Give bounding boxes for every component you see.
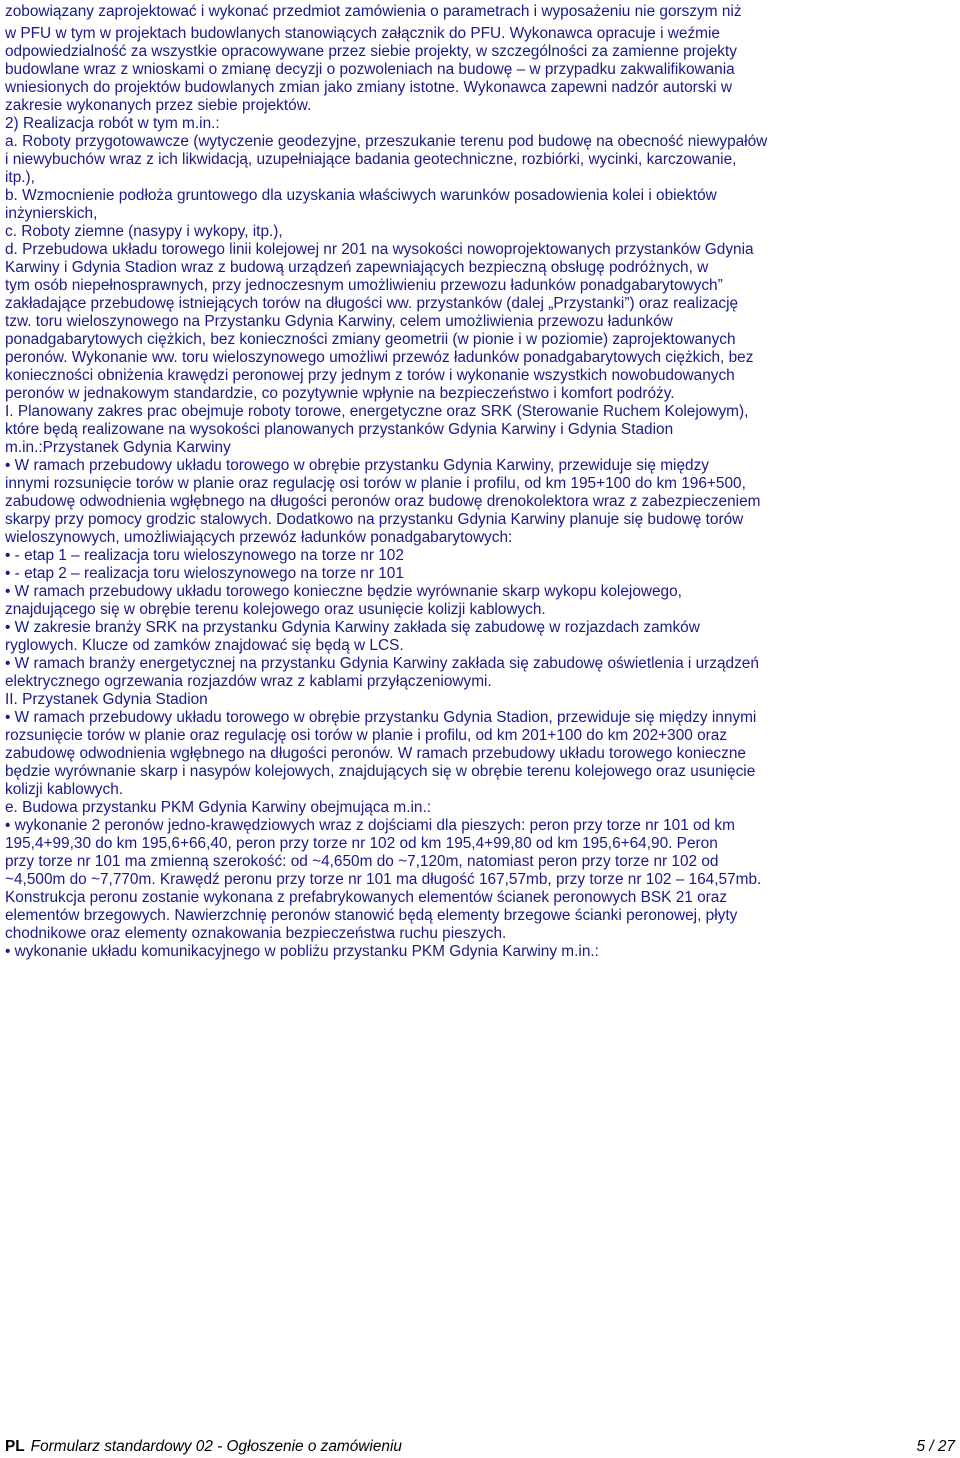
text-line: elementów brzegowych. Nawierzchnię peronów stanowić będą elementy brzegowe ścianki peronowej, płyty — [5, 907, 738, 924]
text-line: ponadgabarytowych ciężkich, bez konieczności zmiany geometrii (w pionie i w poziomie) zaprojektowanych — [5, 331, 736, 348]
text-line: • W ramach przebudowy układu torowego w obrębie przystanku Gdynia Stadion, przewiduje się między innymi — [5, 709, 757, 726]
text-line: m.in.:Przystanek Gdynia Karwiny — [5, 439, 231, 456]
text-line: • wykonanie układu komunikacyjnego w pobliżu przystanku PKM Gdynia Karwiny m.in.: — [5, 943, 599, 960]
text-line: Karwiny i Gdynia Stadion wraz z budową urządzeń zapewniających bezpieczną obsługę podróżnych, w — [5, 259, 709, 276]
text-line: które będą realizowane na wysokości planowanych przystanków Gdynia Karwiny i Gdynia Stadion — [5, 421, 674, 438]
text-line: chodnikowe oraz elementy oznakowania bezpieczeństwa ruchu pieszych. — [5, 925, 507, 942]
text-line: • W ramach branży energetycznej na przystanku Gdynia Karwiny zakłada się zabudowę oświetlenia i urządzeń — [5, 655, 759, 672]
text-line: zakresie wykonanych przez siebie projektów. — [5, 97, 312, 114]
text-line: przy torze nr 101 ma zmienną szerokość: od ~4,650m do ~7,120m, natomiast peron przy torze nr 102 od — [5, 853, 719, 870]
text-line: peronów w jednakowym standardzie, co pozytywnie wpłynie na bezpieczeństwo i komfort podróży. — [5, 385, 675, 402]
text-line: innymi rozsunięcie torów w planie oraz regulację osi torów w planie i profilu, od km 195+100 do km 196+500, — [5, 475, 746, 492]
text-line: ~4,500m do ~7,770m. Krawędź peronu przy torze nr 101 ma długość 167,57mb, przy torze nr 102 – 164,57mb. — [5, 871, 762, 888]
text-line: • W ramach przebudowy układu torowego w obrębie przystanku Gdynia Karwiny, przewiduje się między — [5, 457, 709, 474]
text-line: 195,4+99,30 do km 195,6+66,40, peron przy torze nr 102 od km 195,4+99,80 od km 195,6+64,90. Peron — [5, 835, 718, 852]
text-line: konieczności obniżenia krawędzi peronowej przy jednym z torów i wykonanie wszystkich nowobudowanych — [5, 367, 735, 384]
text-line: e. Budowa przystanku PKM Gdynia Karwiny obejmująca m.in.: — [5, 799, 432, 816]
text-line: itp.), — [5, 169, 35, 186]
text-line: peronów. Wykonanie ww. toru wieloszynowego umożliwi przewóz ładunków ponadgabarytowych ciężkich, bez — [5, 349, 754, 366]
text-line: b. Wzmocnienie podłoża gruntowego dla uzyskania właściwych warunków posadowienia kolei i obiektów — [5, 187, 717, 204]
text-line: inżynierskich, — [5, 205, 98, 222]
form-name: Formularz standardowy 02 - Ogłoszenie o zamówieniu — [30, 1438, 402, 1455]
text-line: znajdującego się w obrębie terenu kolejowego oraz usunięcie kolizji kablowych. — [5, 601, 546, 618]
text-line: będzie wyrównanie skarp i nasypów kolejowych, znajdujących się w obrębie terenu kolejowego oraz usunięcie — [5, 763, 756, 780]
text-line: I. Planowany zakres prac obejmuje roboty torowe, energetyczne oraz SRK (Sterowanie Ruchem Kolejowym), — [5, 403, 749, 420]
text-line: odpowiedzialność za wszystkie opracowywane przez siebie projekty, w szczególności za zamienne projekty — [5, 43, 737, 60]
text-line: 2) Realizacja robót w tym m.in.: — [5, 115, 220, 132]
text-line: tzw. toru wieloszynowego na Przystanku Gdynia Karwiny, celem umożliwienia przewozu ładunków — [5, 313, 673, 330]
text-line: • - etap 1 – realizacja toru wieloszynowego na torze nr 102 — [5, 547, 404, 564]
text-line: kolizji kablowych. — [5, 781, 124, 798]
text-line: budowlane wraz z wnioskami o zmianę decyzji o pozwoleniach na budowę – w przypadku zakwalifikowania — [5, 61, 735, 78]
text-line: Konstrukcja peronu zostanie wykonana z prefabrykowanych elementów ścianek peronowych BSK 21 oraz — [5, 889, 728, 906]
language-code: PL — [5, 1438, 25, 1455]
text-line: rozsunięcie torów w planie oraz regulację osi torów w planie i profilu, od km 201+100 do km 202+300 oraz — [5, 727, 728, 744]
text-line: zabudowę odwodnienia wgłębnego na długości peronów. W ramach przebudowy układu torowego konieczne — [5, 745, 746, 762]
text-line: w PFU w tym w projektach budowlanych stanowiących załącznik do PFU. Wykonawca opracuje i weźmie — [5, 25, 720, 42]
text-line: • - etap 2 – realizacja toru wieloszynowego na torze nr 101 — [5, 565, 404, 582]
page-footer — [5, 1438, 955, 1456]
text-line: wniesionych do projektów budowlanych zmian jako zmiany istotne. Wykonawca zapewni nadzór autorski w — [5, 79, 732, 96]
text-line: II. Przystanek Gdynia Stadion — [5, 691, 208, 708]
text-line: zabudowę odwodnienia wgłębnego na długości peronów oraz budowę drenokolektora wraz z zabezpieczeniem — [5, 493, 761, 510]
text-line: elektrycznego ogrzewania rozjazdów wraz z kablami przyłączeniowymi. — [5, 673, 492, 690]
text-line: wieloszynowych, umożliwiających przewóz ładunków ponadgabarytowych: — [5, 529, 513, 546]
document-body — [5, 0, 957, 961]
page-number: 5 / 27 — [916, 1438, 955, 1455]
text-line: c. Roboty ziemne (nasypy i wykopy, itp.), — [5, 223, 283, 240]
text-line: tym osób niepełnosprawnych, przy jednoczesnym umożliwieniu przewozu ładunków ponadgabarytowych” — [5, 277, 723, 294]
text-line: zakładające przebudowę istniejących torów na długości ww. przystanków (dalej „Przystanki”) oraz realizację — [5, 295, 739, 312]
text-line: • wykonanie 2 peronów jedno-krawędziowych wraz z dojściami dla pieszych: peron przy torze nr 101 od km — [5, 817, 735, 834]
text-line: i niewybuchów wraz z ich likwidacją, uzupełniające badania geotechniczne, rozbiórki, wycinki, karczowanie, — [5, 151, 737, 168]
text-line: zobowiązany zaprojektować i wykonać przedmiot zamówienia o parametrach i wyposażeniu nie gorszym niż — [5, 3, 742, 20]
text-line: • W zakresie branży SRK na przystanku Gdynia Karwiny zakłada się zabudowę w rozjazdach zamków — [5, 619, 700, 636]
text-line: d. Przebudowa układu torowego linii kolejowej nr 201 na wysokości nowoprojektowanych przystanków Gdynia — [5, 241, 754, 258]
text-line: a. Roboty przygotowawcze (wytyczenie geodezyjne, przeszukanie terenu pod budowę na obecność niewypałów — [5, 133, 768, 150]
text-line: skarpy przy pomocy grodzic stalowych. Dodatkowo na przystanku Gdynia Karwiny planuje się budowę torów — [5, 511, 744, 528]
text-line: • W ramach przebudowy układu torowego konieczne będzie wyrównanie skarp wykopu kolejowego, — [5, 583, 682, 600]
text-line: ryglowych. Klucze od zamków znajdować się będą w LCS. — [5, 637, 404, 654]
